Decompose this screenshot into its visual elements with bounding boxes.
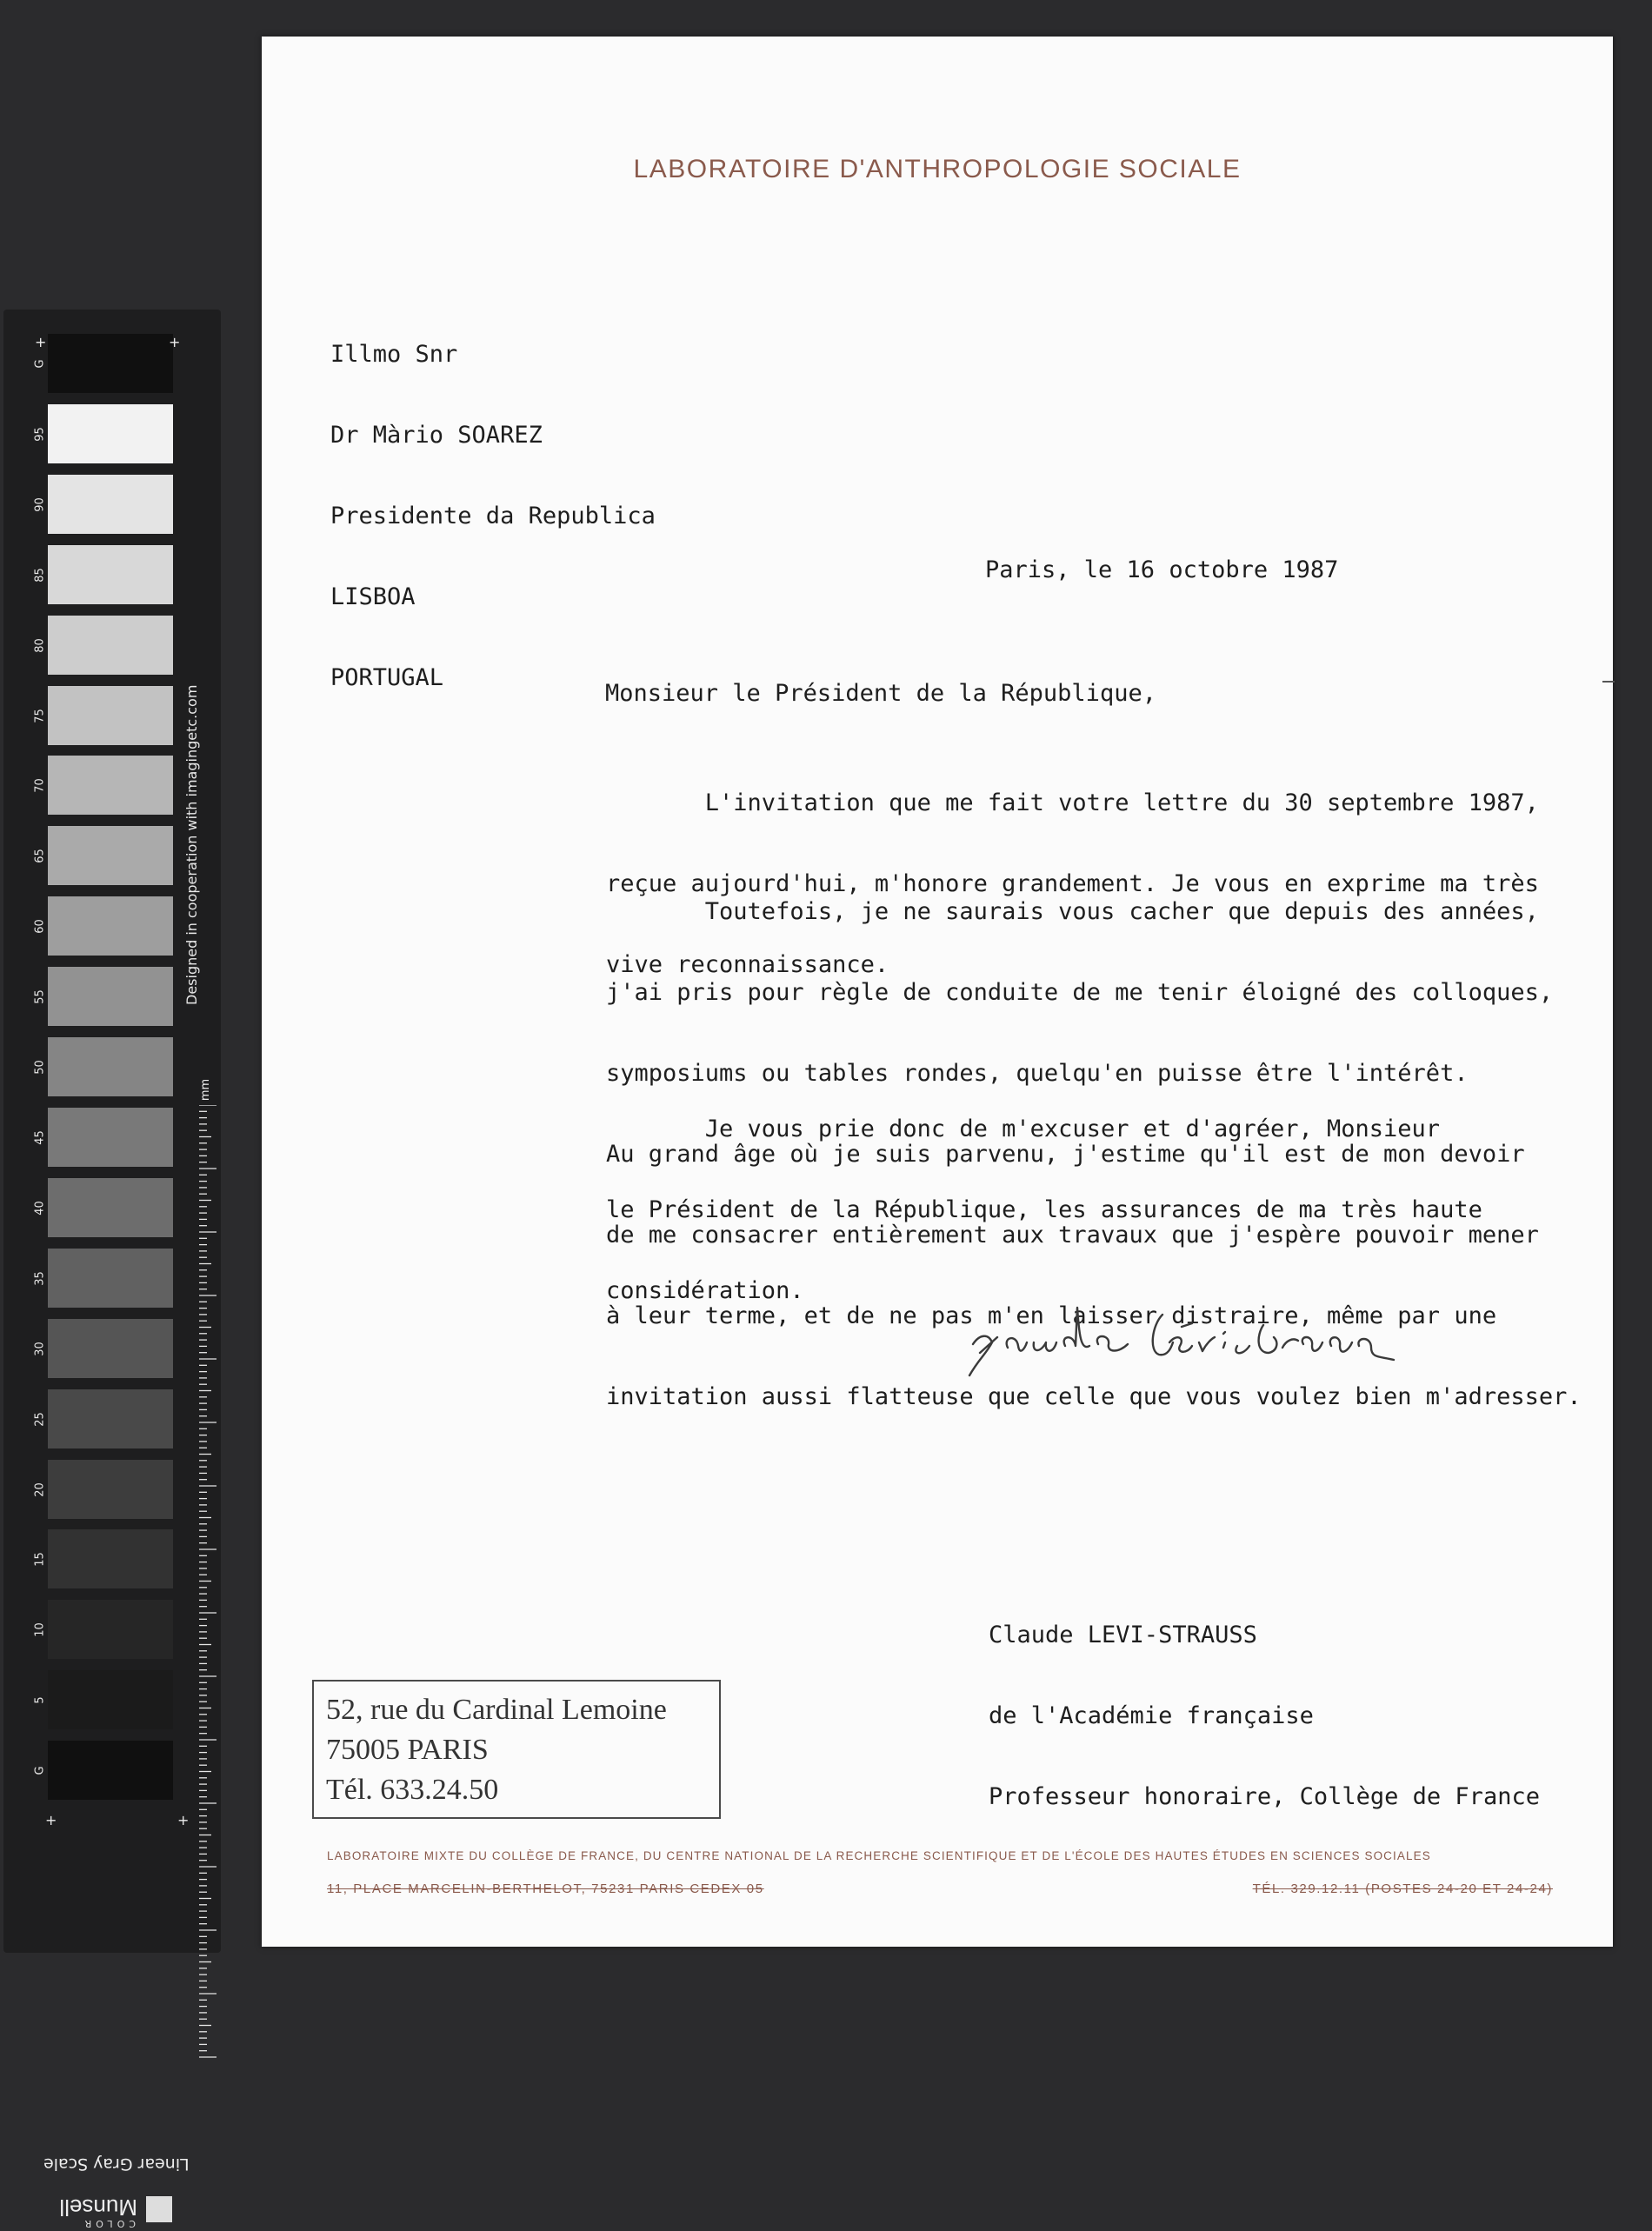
gray-patch xyxy=(48,967,173,1026)
salutation: Monsieur le Président de la République, xyxy=(605,680,1156,707)
text-line: Je vous prie donc de m'excuser et d'agréer, Monsieur xyxy=(606,1116,1441,1142)
gray-patch xyxy=(48,1389,173,1448)
text-line: symposiums ou tables rondes, quelqu'en puisse être l'intérêt. xyxy=(606,1060,1469,1087)
scale-label: 95 xyxy=(33,427,47,442)
brand-sub: COLOR xyxy=(80,2218,136,2229)
gray-patch xyxy=(48,686,173,745)
text-line: Toutefois, je ne saurais vous cacher que depuis des années, xyxy=(606,898,1539,925)
scale-label: 25 xyxy=(33,1411,47,1427)
footer-institutions: LABORATOIRE MIXTE DU COLLÈGE DE FRANCE, DU CENTRE NATIONAL DE LA RECHERCHE SCIENTIFIQUE ET DE L'ÉCOLE DES HAUTES ÉTUDES EN SCIENCES SOCIALES xyxy=(327,1849,1431,1862)
address-line: PORTUGAL xyxy=(330,664,444,691)
registration-plus-icon: + xyxy=(35,334,47,350)
text-line: de me consacrer entièrement aux travaux que j'espère pouvoir mener xyxy=(606,1222,1539,1249)
gray-patch xyxy=(48,334,173,393)
munsell-logo-icon xyxy=(146,2196,172,2222)
stamp-line: Tél. 633.24.50 xyxy=(326,1774,499,1806)
signature-line: de l'Académie française xyxy=(989,1702,1314,1729)
old-address: 11, PLACE MARCELIN-BERTHELOT, 75231 PARIS CEDEX 05 xyxy=(327,1881,764,1896)
munsell-brand xyxy=(49,2188,179,2231)
scale-label: 90 xyxy=(33,497,47,512)
stamp-line: 52, rue du Cardinal Lemoine xyxy=(326,1694,667,1726)
address-line: LISBOA xyxy=(330,583,416,610)
scale-label: 35 xyxy=(33,1271,47,1286)
mm-label: mm xyxy=(199,1078,213,1102)
scale-label: 55 xyxy=(33,989,47,1004)
gray-patch xyxy=(48,1037,173,1096)
gray-patch xyxy=(48,1108,173,1167)
registration-plus-icon: + xyxy=(45,1812,57,1828)
margin-mark xyxy=(1602,681,1615,683)
old-phone: TÉL. 329.12.11 (POSTES 24-20 ET 24-24) xyxy=(1252,1881,1553,1896)
signature-block xyxy=(989,1568,1540,1864)
letter-page xyxy=(262,37,1613,1947)
text-line: j'ai pris pour règle de conduite de me tenir éloigné des colloques, xyxy=(606,979,1554,1006)
address-line: Presidente da Republica xyxy=(330,503,656,529)
text-line: à leur terme, et de ne pas m'en laisser distraire, même par une xyxy=(606,1302,1497,1329)
text-line: L'invitation que me fait votre lettre du 30 septembre 1987, xyxy=(606,789,1539,816)
scale-label: 30 xyxy=(33,1341,47,1356)
scale-label: G xyxy=(33,359,47,369)
text-line: Au grand âge où je suis parvenu, j'estime qu'il est de mon devoir xyxy=(606,1141,1525,1168)
gray-patch xyxy=(48,756,173,815)
gray-patch xyxy=(48,1529,173,1588)
gray-patch xyxy=(48,1319,173,1378)
handwritten-signature xyxy=(963,1273,1449,1403)
gray-patch xyxy=(48,1741,173,1800)
gray-scale-card xyxy=(3,310,221,2229)
scale-label: 85 xyxy=(33,567,47,583)
gray-patch xyxy=(48,616,173,675)
gray-patch xyxy=(48,475,173,534)
brand-name: Munsell xyxy=(59,2194,137,2221)
scale-label: 75 xyxy=(33,708,47,723)
signature-line: Claude LEVI-STRAUSS xyxy=(989,1622,1257,1648)
gray-patch xyxy=(48,545,173,604)
scale-label: 65 xyxy=(33,849,47,864)
gray-patch xyxy=(48,404,173,463)
gray-patch xyxy=(48,896,173,956)
scale-label: 5 xyxy=(33,1696,47,1704)
letterhead: LABORATOIRE D'ANTHROPOLOGIE SOCIALE xyxy=(633,155,1242,183)
address-line: Dr Màrio SOAREZ xyxy=(330,422,543,449)
gray-patch xyxy=(48,1249,173,1308)
text-line: reçue aujourd'hui, m'honore grandement. Je vous en exprime ma très xyxy=(606,870,1539,897)
recipient-address xyxy=(330,287,656,745)
gray-patch xyxy=(48,1670,173,1729)
registration-plus-icon: + xyxy=(177,1812,190,1828)
gray-patch xyxy=(48,1460,173,1519)
scale-label: 45 xyxy=(33,1130,47,1145)
mm-ruler xyxy=(199,1105,221,2070)
text-line: le Président de la République, les assurances de ma très haute xyxy=(606,1196,1482,1223)
registration-plus-icon: + xyxy=(169,334,181,350)
date-line: Paris, le 16 octobre 1987 xyxy=(985,556,1339,583)
gray-patch xyxy=(48,826,173,885)
scale-label: 15 xyxy=(33,1552,47,1568)
text-line: vive reconnaissance. xyxy=(606,951,889,978)
signature-line: Professeur honoraire, Collège de France xyxy=(989,1783,1540,1810)
gray-patch xyxy=(48,1600,173,1659)
address-stamp xyxy=(312,1680,721,1819)
text-line: invitation aussi flatteuse que celle que vous voulez bien m'adresser. xyxy=(606,1383,1582,1410)
card-title: Linear Gray Scale xyxy=(43,2154,190,2174)
text-line: considération. xyxy=(606,1277,804,1304)
gray-patch xyxy=(48,1178,173,1237)
scale-label: 60 xyxy=(33,919,47,935)
scale-label: 50 xyxy=(33,1060,47,1075)
stamp-line: 75005 PARIS xyxy=(326,1734,489,1766)
scale-label: 40 xyxy=(33,1201,47,1215)
scale-label: 20 xyxy=(33,1482,47,1497)
scale-label: 80 xyxy=(33,637,47,653)
scale-label: G xyxy=(33,1766,47,1775)
scale-label: 10 xyxy=(33,1622,47,1638)
credit-text: Designed in cooperation with imagingetc.com xyxy=(183,684,200,1005)
address-line: Illmo Snr xyxy=(330,341,458,368)
scale-label: 70 xyxy=(33,778,47,794)
